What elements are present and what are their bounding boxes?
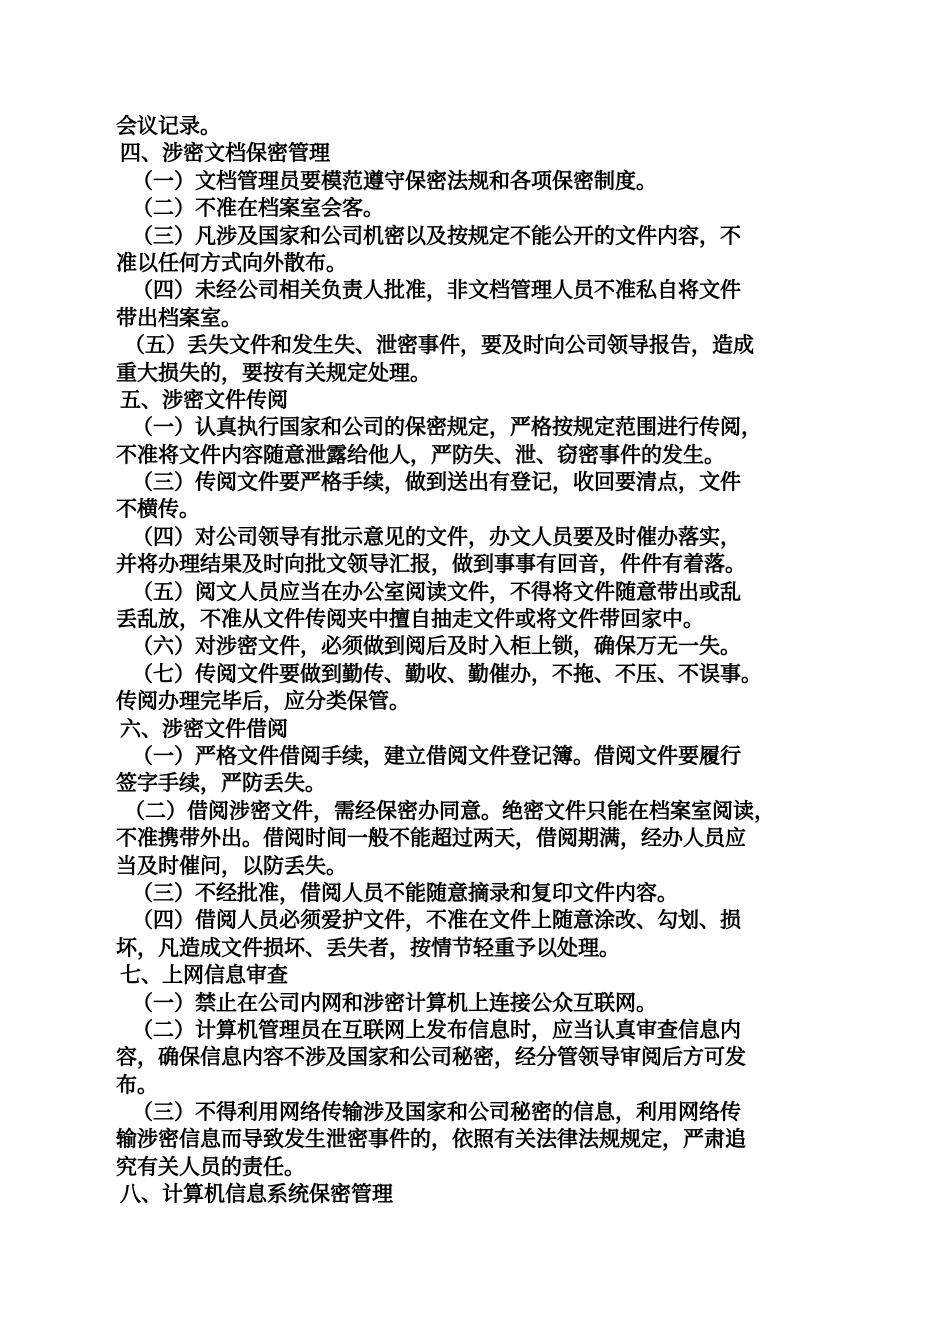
clause-line: （六）对涉密文件，必须做到阅后及时入柜上锁，确保万无一失。: [132, 634, 741, 659]
text-line: 会议记录。: [116, 114, 221, 138]
clause-line: （三）传阅文件要严格手续，做到送出有登记，收回要清点，文件: [132, 470, 741, 495]
document-body: [116, 113, 851, 1209]
section-heading-7: 七、上网信息审查: [120, 963, 288, 988]
clause-line: （三）凡涉及国家和公司机密以及按规定不能公开的文件内容，不: [132, 223, 741, 248]
text-line: 丢乱放，不准从文件传阅夹中擅自抽走文件或将文件带回家中。: [116, 607, 704, 632]
section-heading-4: 四、涉密文档保密管理: [120, 141, 330, 166]
text-line: 容，确保信息内容不涉及国家和公司秘密，经分管领导审阅后方可发: [116, 1045, 746, 1070]
text-line: 签字手续，严防丢失。: [116, 771, 326, 796]
section-heading-6: 六、涉密文件借阅: [120, 716, 288, 741]
clause-line: （四）借阅人员必须爱护文件，不准在文件上随意涂改、勾划、损: [132, 908, 741, 933]
clause-line: （一）禁止在公司内网和涉密计算机上连接公众互联网。: [132, 990, 657, 1015]
clause-line: （五）丢失文件和发生失、泄密事件，要及时向公司领导报告，造成: [124, 333, 754, 358]
clause-line: （二）借阅涉密文件，需经保密办同意。绝密文件只能在档案室阅读，: [124, 798, 775, 823]
text-line: 当及时催问，以防丢失。: [116, 853, 347, 878]
clause-line: （一）认真执行国家和公司的保密规定，严格按规定范围进行传阅，: [132, 415, 762, 440]
text-line: 并将办理结果及时向批文领导汇报，做到事事有回音，件件有着落。: [116, 552, 746, 577]
text-line: 带出档案室。: [116, 305, 242, 330]
section-heading-8: 八、计算机信息系统保密管理: [120, 1182, 393, 1207]
text-line: 准以任何方式向外散布。: [116, 250, 347, 275]
text-line: 不准将文件内容随意泄露给他人，严防失、泄、窃密事件的发生。: [116, 442, 725, 467]
text-line: 不准携带外出。借阅时间一般不能超过两天，借阅期满，经办人员应: [116, 826, 746, 851]
clause-line: （二）不准在档案室会客。: [132, 196, 384, 221]
clause-line: （三）不得利用网络传输涉及国家和公司秘密的信息，利用网络传: [132, 1100, 741, 1125]
text-line: 输涉密信息而导致发生泄密事件的，依照有关法律法规规定，严肃追: [116, 1127, 746, 1152]
clause-line: （一）文档管理员要模范遵守保密法规和各项保密制度。: [132, 168, 657, 193]
text-line: 传阅办理完毕后，应分类保管。: [116, 689, 410, 714]
text-line: 布。: [116, 1072, 158, 1097]
clause-line: （七）传阅文件要做到勤传、勤收、勤催办，不拖、不压、不误事。: [132, 661, 762, 686]
text-line: 重大损失的，要按有关规定处理。: [116, 360, 431, 385]
clause-line: （四）未经公司相关负责人批准，非文档管理人员不准私自将文件: [132, 278, 741, 303]
text-line: 不横传。: [116, 497, 200, 522]
clause-line: （三）不经批准，借阅人员不能随意摘录和复印文件内容。: [132, 880, 678, 905]
section-heading-5: 五、涉密文件传阅: [120, 387, 288, 412]
text-line: 坏，凡造成文件损坏、丢失者，按情节轻重予以处理。: [116, 935, 620, 960]
clause-line: （二）计算机管理员在互联网上发布信息时，应当认真审查信息内: [132, 1017, 741, 1042]
clause-line: （一）严格文件借阅手续，建立借阅文件登记簿。借阅文件要履行: [132, 743, 741, 768]
clause-line: （五）阅文人员应当在办公室阅读文件，不得将文件随意带出或乱: [132, 579, 741, 604]
clause-line: （四）对公司领导有批示意见的文件，办文人员要及时催办落实，: [132, 524, 741, 549]
text-line: 究有关人员的责任。: [116, 1154, 305, 1179]
